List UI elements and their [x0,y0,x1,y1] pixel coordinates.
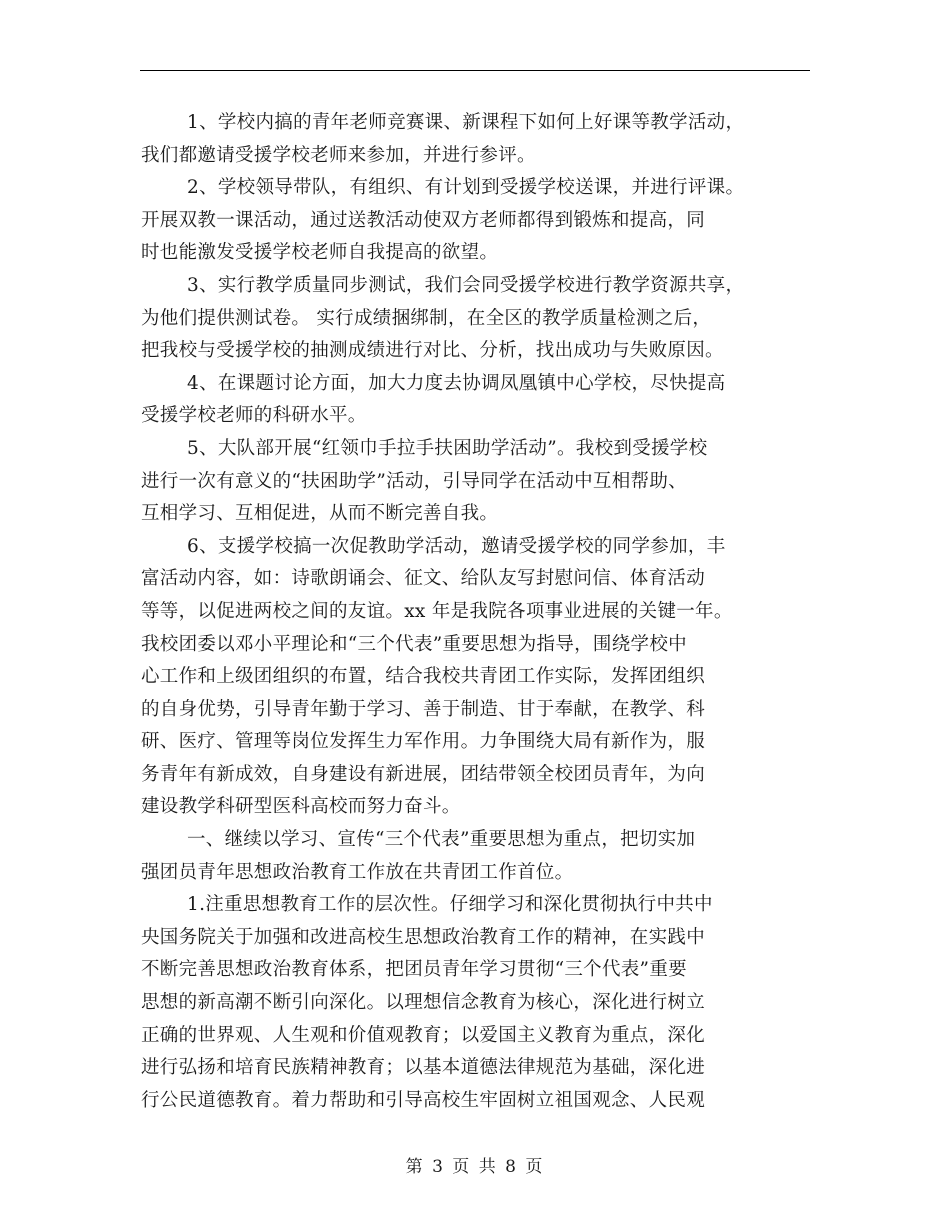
document-body [141,107,821,1117]
text-line: 我校团委以邓小平理论和“三个代表”重要思想为指导，围绕学校中 [141,633,687,655]
text-line: 强团员青年思想政治教育工作放在共青团工作首位。 [141,861,574,883]
text-line: 央国务院关于加强和改进高校生思想政治教育工作的精神，在实践中 [141,926,706,948]
text-line: 4、在课题讨论方面，加大力度去协调凤凰镇中心学校，尽快提高 [187,372,726,394]
text-line: 研、医疗、管理等岗位发挥生力军作用。力争围绕大局有新作为，服 [141,731,706,753]
text-line: 富活动内容，如：诗歌朗诵会、征文、给队友写封慰问信、体育活动 [141,568,706,590]
text-line: 正确的世界观、人生观和价值观教育；以爱国主义教育为重点，深化 [141,1024,706,1046]
text-line: 一、继续以学习、宣传“三个代表”重要思想为重点，把切实加 [187,829,696,851]
text-line: 不断完善思想政治教育体系，把团员青年学习贯彻“三个代表”重要 [141,959,687,981]
text-line: 思想的新高潮不断引向深化。以理想信念教育为核心，深化进行树立 [141,992,706,1014]
text-line: 时也能激发受援学校老师自我提高的欲望。 [141,242,499,264]
text-line: 互相学习、互相促进，从而不断完善自我。 [141,503,499,525]
text-line: 受援学校老师的科研水平。 [141,405,367,427]
text-line: 6、支援学校搞一次促教助学活动，邀请受援学校的同学参加，丰 [187,535,726,557]
text-line: 5、大队部开展“红领巾手拉手扶困助学活动”。我校到受援学校 [187,437,708,459]
text-line: 1.注重思想教育工作的层次性。仔细学习和深化贯彻执行中共中 [187,894,713,916]
text-line: 等等，以促进两校之间的友谊。xx 年是我院各项事业进展的关键一年。 [141,600,733,622]
text-line: 进行弘扬和培育民族精神教育；以基本道德法律规范为基础，深化进 [141,1057,706,1079]
text-line: 3、实行教学质量同步测试，我们会同受援学校进行教学资源共享， [187,274,745,296]
page-number: 第 3 页 共 8 页 [405,1157,545,1177]
text-line: 2、学校领导带队，有组织、有计划到受援学校送课，并进行评课。 [187,177,745,199]
text-line: 务青年有新成效，自身建设有新进展，团结带领全校团员青年，为向 [141,763,706,785]
text-line: 我们都邀请受援学校老师来参加，并进行参评。 [141,144,536,166]
text-line: 把我校与受援学校的抽测成绩进行对比、分析，找出成功与失败原因。 [141,340,724,362]
text-line: 的自身优势，引导青年勤于学习、善于制造、甘于奉献，在教学、科 [141,698,706,720]
text-line: 1、学校内搞的青年老师竞赛课、新课程下如何上好课等教学活动， [187,112,745,133]
text-line: 建设教学科研型医科高校而努力奋斗。 [141,796,461,818]
text-line: 心工作和上级团组织的布置，结合我校共青团工作实际，发挥团组织 [141,666,706,688]
text-line: 行公民道德教育。着力帮助和引导高校生牢固树立祖国观念、人民观 [141,1089,706,1111]
text-line: 开展双教一课活动，通过送教活动使双方老师都得到锻炼和提高，同 [141,209,706,231]
header-rule [140,70,810,71]
text-line: 进行一次有意义的“扶困助学”活动，引导同学在活动中互相帮助、 [141,470,687,492]
text-line: 为他们提供测试卷。 实行成绩捆绑制，在全区的教学质量检测之后， [141,307,712,329]
